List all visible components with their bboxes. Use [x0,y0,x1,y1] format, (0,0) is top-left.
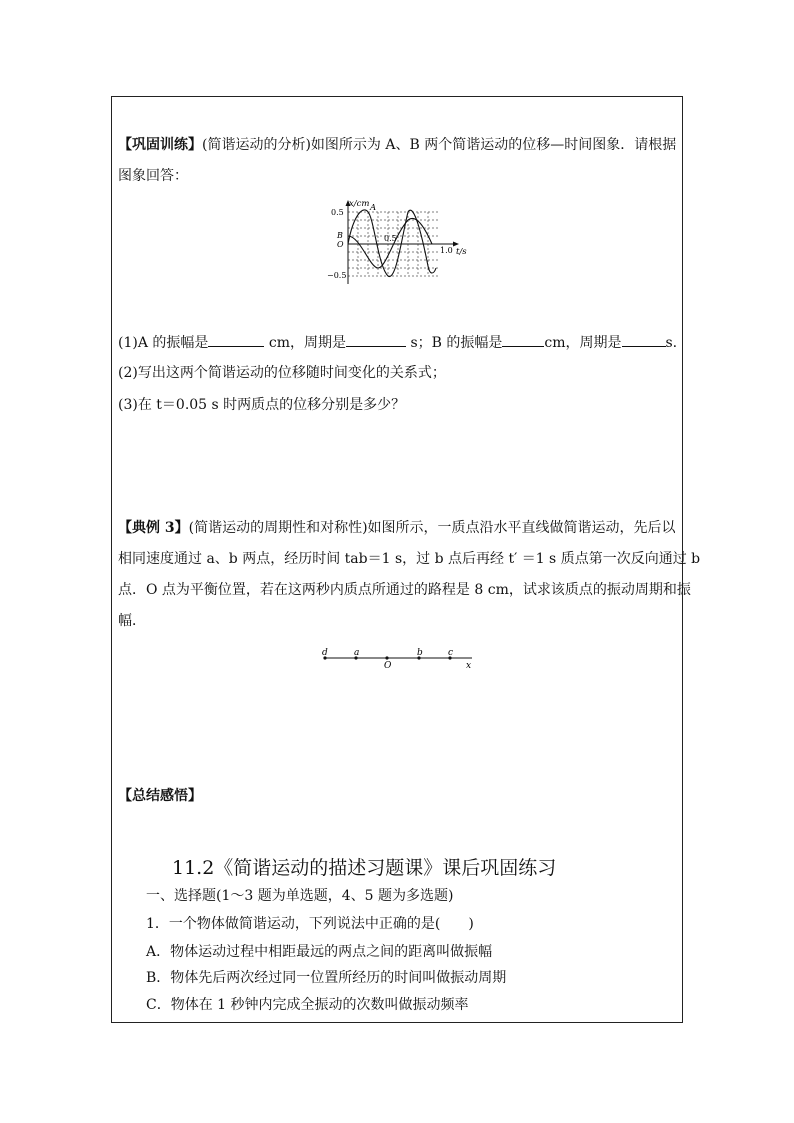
curve-B [348,218,432,268]
practice-question-2: (2)写出这两个简谐运动的位移随时间变化的关系式； [118,365,446,381]
label-a: a [354,648,360,658]
answer-blank[interactable] [622,332,666,347]
exercise-question-1: 1．一个物体做简谐运动，下列说法中正确的是( ) [146,916,474,932]
option-a: A．物体运动过程中相距最远的两点之间的距离叫做振幅 [146,944,493,960]
practice-tag: 【巩固训练】 [118,137,202,153]
x-axis-arrow [453,242,459,247]
tick-x-0-5: 0.5 [384,234,397,243]
option-b: B．物体先后两次经过同一位置所经历的时间叫做振动周期 [146,970,507,986]
label-O: O [384,661,392,671]
tick-0-5: 0.5 [331,208,344,217]
x-axis-label: t/s [456,247,467,257]
answer-blank[interactable] [502,332,544,347]
curve-A-label: A [370,203,377,213]
practice-line2: 图象回答： [118,168,188,184]
option-c: C．物体在 1 秒钟内完成全振动的次数叫做振动频率 [146,997,469,1013]
q1-part-b: cm，周期是 [268,335,346,351]
q1-part-c: s；B 的振幅是 [410,335,503,351]
answer-blank[interactable] [346,332,406,347]
label-x: x [466,661,472,671]
tick-neg-0-5: −0.5 [327,271,347,280]
summary-tag: 【总结感悟】 [118,788,202,804]
displacement-time-graph [320,196,470,288]
example3-line3: 点．O 点为平衡位置，若在这两秒内质点所通过的路程是 8 cm，试求该质点的振动周期和振 [118,582,691,598]
example3-paragraph [118,518,676,538]
example3-line1: (简谐运动的周期性和对称性)如图所示，一质点沿水平直线做简谐运动，先后以 [188,520,676,536]
practice-paragraph [118,135,676,155]
exercise-section: 一、选择题(1～3 题为单选题，4、5 题为多选题) [146,888,454,904]
example3-line4: 幅． [118,613,146,629]
y-axis-label: x/cm [349,199,370,209]
label-c: c [448,648,454,658]
label-b: b [417,648,423,658]
point-O [385,656,388,659]
tick-x-1-0: 1.0 [440,246,453,255]
exercise-title: 11.2《简谐运动的描述习题课》课后巩固练习 [172,857,557,879]
answer-blank[interactable] [208,332,264,347]
q1-part-a: (1)A 的振幅是 [118,335,209,351]
example3-line2: 相同速度通过 a、b 两点，经历时间 tab＝1 s，过 b 点后再经 t′ ＝1 s 质点第一次反向通过 b [118,551,701,567]
tick-O: O [337,240,344,249]
position-axis-figure [316,644,482,672]
practice-question-3: (3)在 t＝0.05 s 时两质点的位移分别是多少？ [118,397,406,413]
tick-B: B [337,231,343,240]
label-d: d [322,648,328,658]
q1-part-e: s. [665,335,678,351]
q1-part-d: cm，周期是 [544,335,622,351]
example3-tag: 【典例 3】 [118,520,189,536]
practice-line1: (简谐运动的分析)如图所示为 A、B 两个简谐运动的位移—时间图象．请根据 [202,137,677,153]
practice-question-1 [118,332,677,353]
